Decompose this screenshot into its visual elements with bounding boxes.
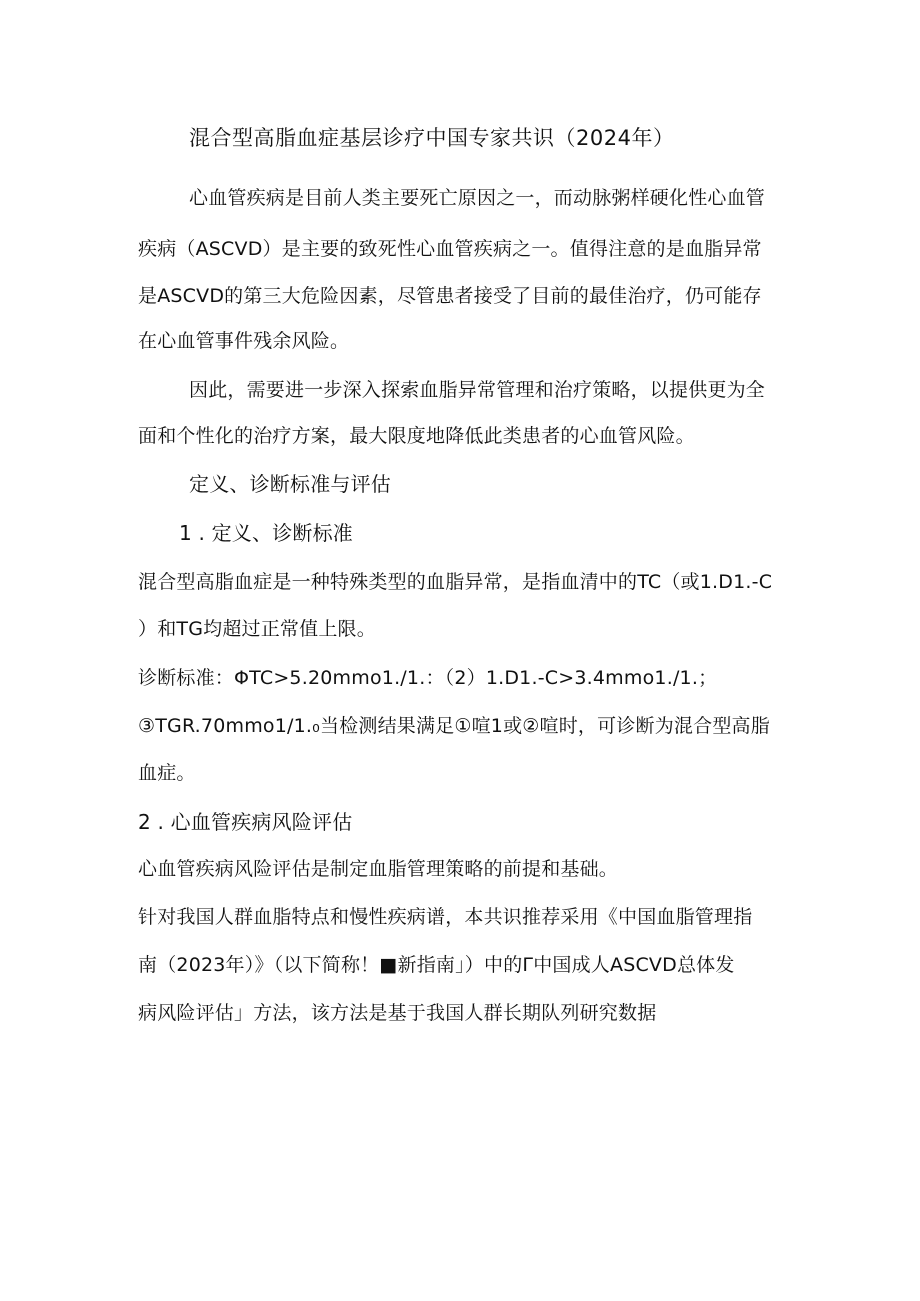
sub1-p1-line-2: ）和TG均超过正常值上限。 bbox=[138, 618, 376, 640]
intro-p2-line-1: 因此，需要进一步深入探索血脂异常管理和治疗策略，以提供更为全 bbox=[189, 379, 766, 401]
sub2-p2-line-1: 针对我国人群血脂特点和慢性疾病谱，本共识推荐采用《中国血脂管理指 bbox=[138, 906, 753, 928]
subsection-1-heading: 1 . 定义、诊断标准 bbox=[179, 521, 353, 545]
sub1-p2-line-1: 诊断标准：ΦTC>5.20mmo1./1.：（2）1.D1.-C>3.4mmo1./1.； bbox=[138, 667, 718, 689]
intro-p1-line-4: 在心血管事件残余风险。 bbox=[138, 330, 350, 352]
intro-p1-line-1: 心血管疾病是目前人类主要死亡原因之一，而动脉粥样硬化性心血管 bbox=[189, 187, 766, 209]
sub2-p2-line-2: 南（2023年）》（以下简称！■新指南」）中的Γ中国成人ASCVD总体发 bbox=[138, 954, 735, 976]
intro-p1-line-3: 是ASCVD的第三大危险因素，尽管患者接受了目前的最佳治疗，仍可能存 bbox=[138, 285, 762, 307]
section-heading: 定义、诊断标准与评估 bbox=[189, 472, 391, 496]
intro-p2-line-2: 面和个性化的治疗方案，最大限度地降低此类患者的心血管风险。 bbox=[138, 425, 695, 447]
document-title: 混合型高脂血症基层诊疗中国专家共识（2024年） bbox=[189, 126, 675, 150]
subsection-2-heading: 2 . 心血管疾病风险评估 bbox=[138, 810, 353, 834]
sub1-p1-line-1: 混合型高脂血症是一种特殊类型的血脂异常，是指血清中的TC（或1.D1.-C bbox=[138, 571, 773, 593]
sub1-p2-line-3: 血症。 bbox=[138, 762, 196, 784]
sub1-p2-line-2: ③TGR.70mmo1/1.₀当检测结果满足①喧1或②喧时，可诊断为混合型高脂 bbox=[138, 715, 770, 737]
sub2-p2-line-3: 病风险评估」方法，该方法是基于我国人群长期队列研究数据 bbox=[138, 1002, 657, 1024]
intro-p1-line-2: 疾病（ASCVD）是主要的致死性心血管疾病之一。值得注意的是血脂异常 bbox=[138, 238, 762, 260]
sub2-p1-line-1: 心血管疾病风险评估是制定血脂管理策略的前提和基础。 bbox=[138, 858, 619, 880]
